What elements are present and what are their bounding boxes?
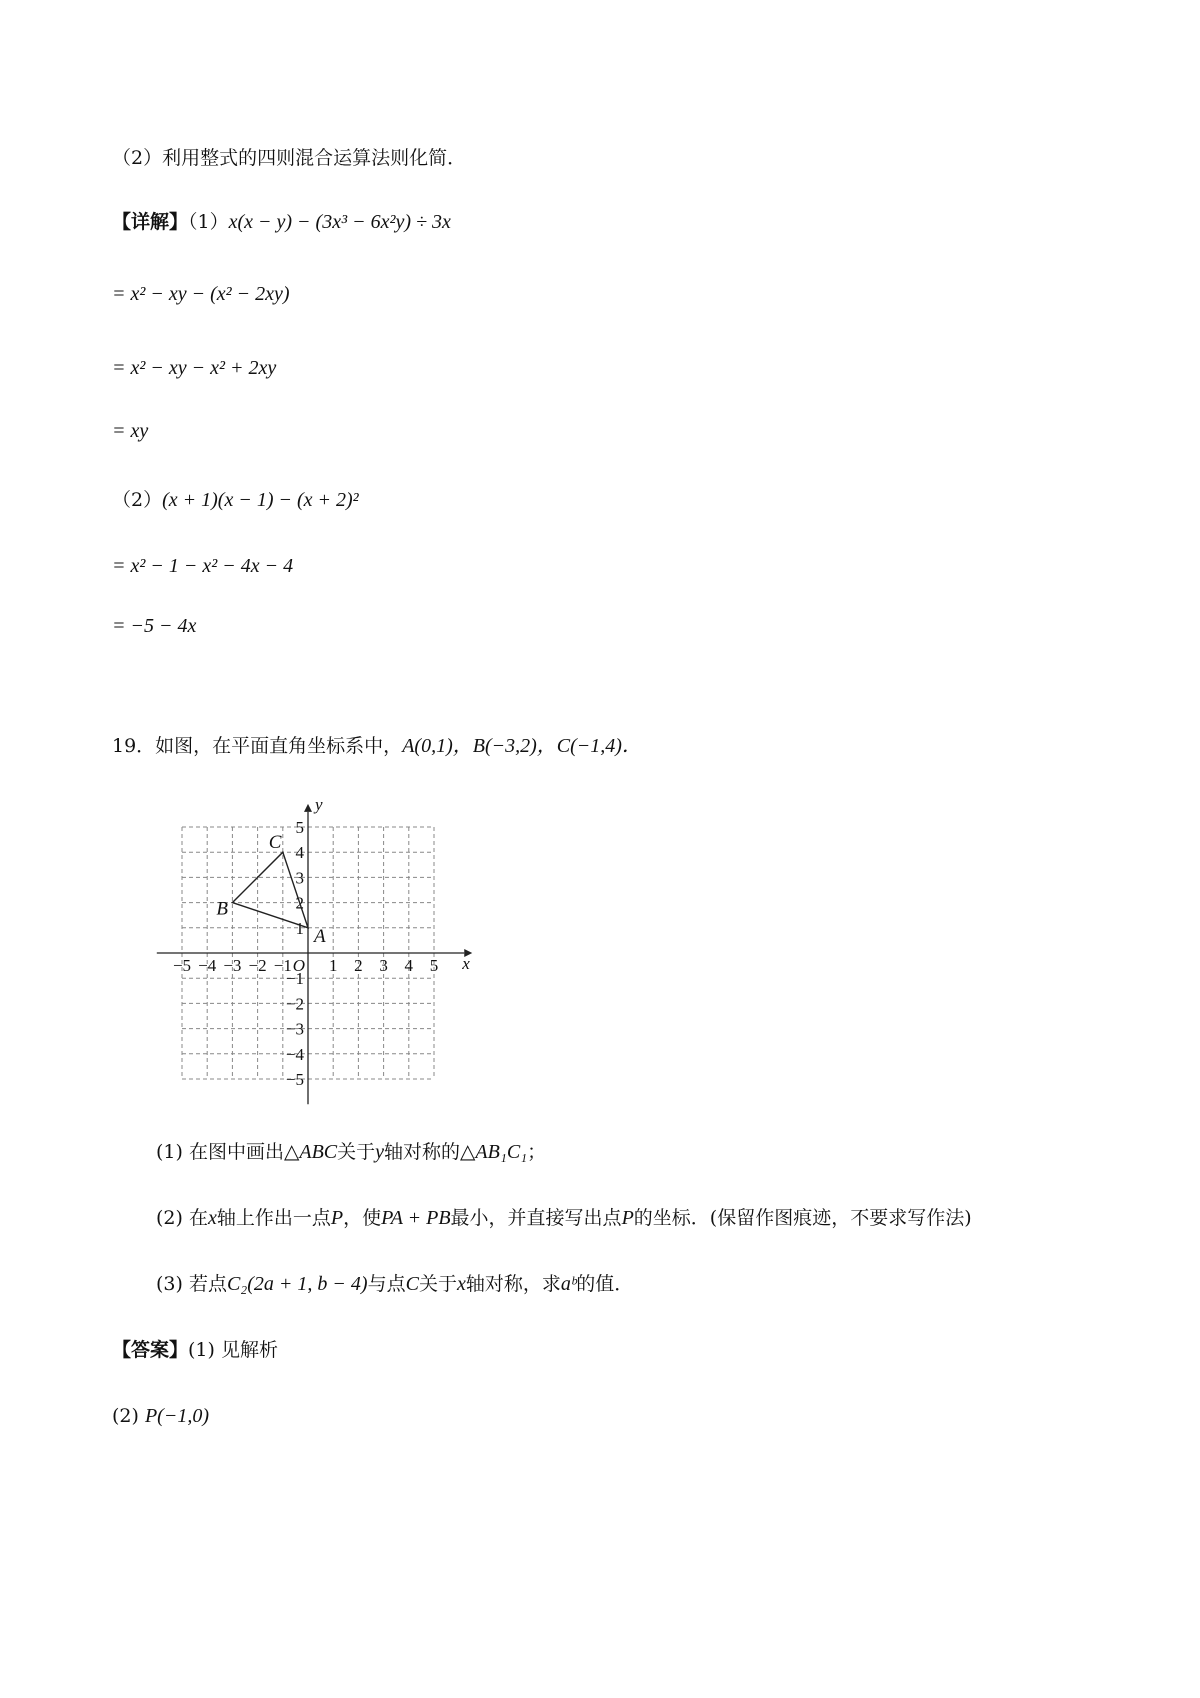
detail-part2-expression: (x + 1)(x − 1) − (x + 2)² [162, 489, 359, 511]
sub3-text-e: 的值． [576, 1273, 634, 1295]
detail-label: 【详解】 [112, 211, 189, 233]
x-tick-label: −1 [273, 956, 292, 975]
detail-line-2 [112, 488, 359, 512]
origin-label: O [292, 956, 305, 975]
q19-text: 19．如图，在平面直角坐标系中， [112, 735, 403, 757]
sub3-math-b: C [405, 1273, 419, 1295]
x-tick-label: 5 [429, 956, 439, 975]
detail-expression: x(x − y) − (3x³ − 6x²y) ÷ 3x [228, 211, 451, 233]
answer-1: (1) 见解析 [188, 1339, 278, 1361]
answer-2-label: (2) [112, 1405, 145, 1427]
sub2-math-b: P [330, 1207, 344, 1229]
x-tick-label: 4 [404, 956, 414, 975]
hint-text: （2）利用整式的四则混合运算法则化简． [112, 147, 467, 169]
point-label-b: B [216, 898, 229, 920]
sub3-text-d: 轴对称，求 [465, 1273, 561, 1295]
x-tick-label: −4 [198, 956, 217, 975]
detail-line-1 [112, 210, 451, 234]
sub1-text-d: ； [527, 1141, 547, 1163]
sub-question-1 [156, 1140, 546, 1164]
x-tick-label: 3 [379, 956, 388, 975]
x-axis-label: x [462, 954, 470, 973]
sub1-math-c: △AB₁C₁ [460, 1141, 528, 1163]
y-tick-label: −2 [285, 994, 304, 1014]
sub1-text-b: 关于 [337, 1141, 376, 1163]
answer-line-2 [112, 1404, 209, 1428]
x-tick-label: −2 [248, 956, 267, 975]
sub1-text-a: (1) 在图中画出 [156, 1141, 284, 1163]
y-tick-label: −4 [285, 1044, 304, 1064]
sub-question-2 [156, 1206, 972, 1230]
y-tick-label: 1 [295, 918, 304, 938]
point-label-a: A [314, 925, 326, 947]
sub3-text-c: 关于 [418, 1273, 457, 1295]
sub-question-3 [156, 1272, 633, 1296]
sub2-math-c: PA + PB [381, 1207, 451, 1229]
sub2-text-a: (2) 在 [156, 1207, 208, 1229]
y-tick-label: 2 [295, 893, 304, 913]
solution-hint-line [112, 146, 466, 170]
sub2-text-e: 的坐标．(保留作图痕迹，不要求写作法) [633, 1207, 972, 1229]
y-tick-label: −3 [285, 1019, 304, 1039]
q19-points: A(0,1)，B(−3,2)，C(−1,4)． [402, 735, 642, 757]
axes [157, 804, 472, 1104]
sub3-text-b: 与点 [367, 1273, 406, 1295]
sub2-text-b: 轴上作出一点 [216, 1207, 331, 1229]
x-tick-label: −5 [172, 956, 192, 975]
y-axis-label: y [315, 794, 323, 814]
sub3-math-c: x [456, 1273, 466, 1295]
answer-line-1 [112, 1338, 278, 1362]
sub1-math-b: y [375, 1141, 385, 1163]
step-line-4: = x² − 1 − x² − 4x − 4 [112, 555, 294, 577]
coordinate-figure [160, 794, 480, 1116]
answer-label: 【答案】 [112, 1339, 189, 1361]
y-axis-arrow [304, 804, 312, 812]
y-tick-label: 4 [295, 843, 304, 863]
answer-2-value: P(−1,0) [144, 1405, 209, 1427]
x-tick-label: 1 [328, 956, 338, 975]
y-tick-label: 3 [295, 868, 304, 888]
step-line-3: = xy [112, 420, 149, 442]
y-tick-label: 5 [295, 818, 304, 837]
step-line-1: = x² − xy − (x² − 2xy) [112, 283, 290, 305]
sub1-text-c: 轴对称的 [384, 1141, 461, 1163]
y-tick-label: −1 [285, 969, 304, 989]
step-line-2: = x² − xy − x² + 2xy [112, 357, 277, 379]
sub1-math-a: △ABC [283, 1141, 338, 1163]
sub3-math-d: aᵇ [560, 1273, 577, 1295]
sub3-text-a: (3) 若点 [156, 1273, 227, 1295]
question-19 [112, 734, 642, 758]
sub3-math-a: C₂(2a + 1, b − 4) [226, 1273, 368, 1295]
step-line-5: = −5 − 4x [112, 615, 197, 637]
detail-part-label: （1） [188, 211, 229, 233]
point-label-c: C [268, 832, 282, 854]
sub2-math-a: x [207, 1207, 217, 1229]
sub2-math-d: P [621, 1207, 634, 1229]
sub2-text-d: 最小，并直接写出点 [450, 1207, 622, 1229]
x-tick-label: −3 [223, 956, 242, 975]
detail-part2-label: （2） [112, 489, 163, 511]
triangle-abc-outline [232, 852, 308, 928]
sub2-text-c: ，使 [343, 1207, 382, 1229]
y-tick-label: −5 [285, 1070, 304, 1089]
x-tick-label: 2 [354, 956, 363, 975]
